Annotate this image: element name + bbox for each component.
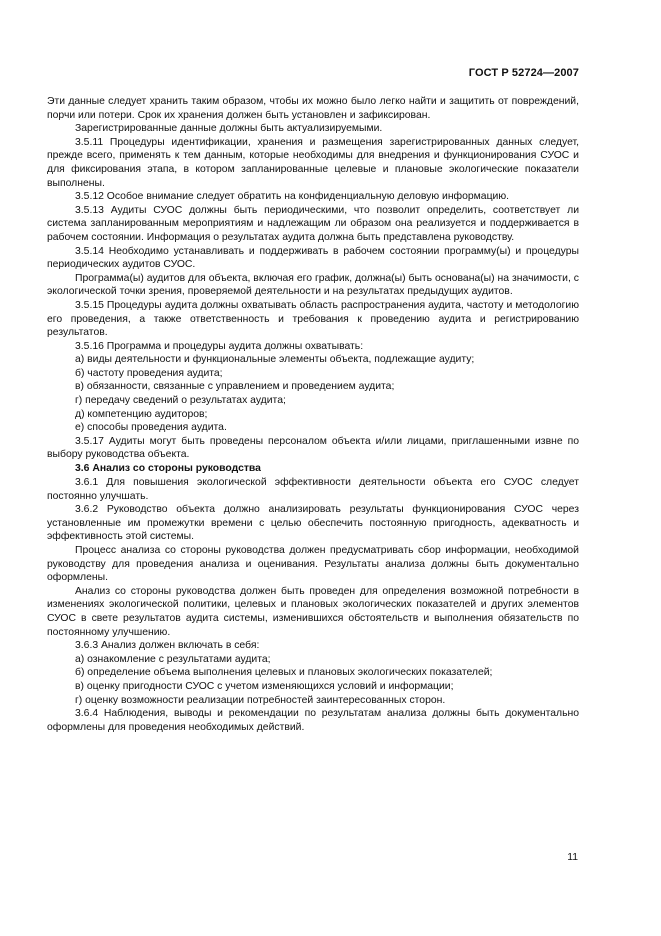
list-item: а) ознакомление с результатами аудита; [75, 653, 271, 665]
paragraph: 3.6.2 Руководство объекта должно анализировать результаты функционирования СУОС через установленные им промежутки времени с целью обеспечить постоянную пригодность, адекватность и эффективность этой системы. [47, 504, 579, 543]
list-item: д) компетенцию аудиторов; [75, 408, 208, 420]
paragraph: Эти данные следует хранить таким образом, чтобы их можно было легко найти и защитить от повреждений, порчи или потери. Срок их хранения должен быть установлен и зафиксирован. [47, 96, 579, 121]
paragraph: 3.6.3 Анализ должен включать в себя: [75, 640, 260, 652]
paragraph: 3.5.13 Аудиты СУОС должны быть периодическими, что позволит определить, соответствует ли система запланированным мероприятиям и надлежащим ли образом она реализуется и поддерживается в рабочем состоянии. Информация о результатах аудита должна быть представлена руководству. [47, 204, 579, 243]
paragraph: 3.5.12 Особое внимание следует обратить на конфиденциальную деловую информацию. [75, 191, 510, 203]
page-number: 11 [567, 852, 578, 863]
document-body [47, 95, 579, 734]
paragraph: 3.6.1 Для повышения экологической эффективности деятельности объекта его СУОС следует постоянно улучшать. [47, 477, 579, 502]
list-item: б) частоту проведения аудита; [75, 367, 223, 379]
list-item: в) обязанности, связанные с управлением и проведением аудита; [75, 381, 395, 393]
document-id-header: ГОСТ Р 52724—2007 [468, 67, 579, 79]
paragraph: 3.5.16 Программа и процедуры аудита должны охватывать: [75, 340, 364, 352]
paragraph: Зарегистрированные данные должны быть актуализируемыми. [75, 123, 383, 135]
paragraph: 3.5.15 Процедуры аудита должны охватывать область распространения аудита, частоту и методологию его проведения, а также ответственность и требования к проведению аудита и регистрированию результатов. [47, 299, 579, 339]
list-item: а) виды деятельности и функциональные элементы объекта, подлежащие аудиту; [75, 354, 475, 366]
paragraph: 3.5.14 Необходимо устанавливать и поддерживать в рабочем состоянии программу(ы) и процедуры периодических аудитов СУОС. [47, 245, 579, 271]
list-item: е) способы проведения аудита. [75, 422, 227, 434]
list-item: г) оценку возможности реализации потребностей заинтересованных сторон. [75, 694, 446, 706]
paragraph: 3.6.4 Наблюдения, выводы и рекомендации по результатам анализа должны быть документально оформлены для проведения необходимых действий. [47, 708, 579, 733]
paragraph: Анализ со стороны руководства должен быть проведен для определения возможной потребности в изменениях экологической политики, целевых и плановых экологических показателей и других элементов СУОС в свете результатов аудита системы, изменившихся обстоятельств и выполнения обязательств по постоянному улучшению. [47, 585, 579, 638]
paragraph: 3.5.11 Процедуры идентификации, хранения и размещения зарегистрированных данных следует, прежде всего, применять к тем данным, которые необходимы для внедрения и функционирования СУОС и для фиксирования этапа, в котором запланированные целевые и плановые экологические показатели выполнены. [47, 136, 579, 189]
list-item: б) определение объема выполнения целевых и плановых экологических показателей; [75, 667, 493, 679]
list-item: г) передачу сведений о результатах аудита; [75, 395, 286, 407]
paragraph: 3.5.17 Аудиты могут быть проведены персоналом объекта и/или лицами, приглашенными извне по выбору руководства объекта. [47, 435, 579, 461]
list-item: в) оценку пригодности СУОС с учетом изменяющихся условий и информации; [75, 680, 454, 692]
paragraph: Процесс анализа со стороны руководства должен предусматривать сбор информации, необходимой руководству для проведения анализа и оценивания. Результаты анализа должны быть документально оформлены. [47, 545, 579, 584]
paragraph: Программа(ы) аудитов для объекта, включая его график, должна(ы) быть основана(ы) на значимости, с экологической точки зрения, проверяемой деятельности и на результатах предыдущих аудитов. [47, 272, 579, 298]
section-heading: 3.6 Анализ со стороны руководства [75, 463, 261, 475]
